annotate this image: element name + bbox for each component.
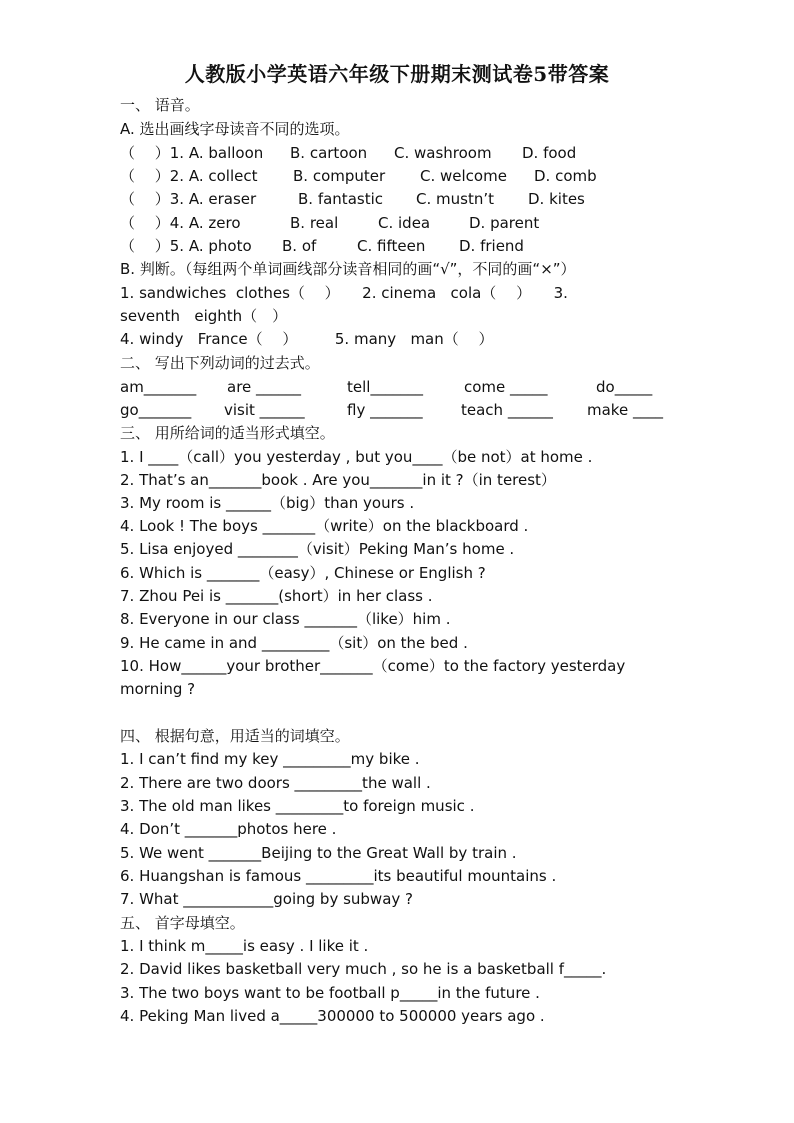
fill-item: 2. That’s an_______book . Are you_______in it ?（in terest） <box>120 471 556 489</box>
fill-item: 1. I think m_____is easy . I like it . <box>120 937 369 955</box>
fill-item: 3. The old man likes _________to foreign music . <box>120 797 475 815</box>
fill-item-continued: morning ? <box>120 680 196 698</box>
part-b-line-2: seventh eighth（ ） <box>120 307 288 325</box>
verb-item: visit ______ <box>224 401 305 419</box>
option-c: C. welcome <box>420 167 507 185</box>
fill-item: 5. Lisa enjoyed ________（visit）Peking Man’s home . <box>120 540 515 558</box>
fill-item: 10. How______your brother_______（come）to the factory yesterday <box>120 657 626 675</box>
fill-item: 2. There are two doors _________the wall . <box>120 774 431 792</box>
option-a: （ ）4. A. zero <box>120 214 241 232</box>
fill-item: 6. Which is _______（easy）, Chinese or English ? <box>120 564 486 582</box>
fill-item: 7. What ____________going by subway ? <box>120 890 413 908</box>
option-b: B. computer <box>293 167 386 185</box>
section-4-heading: 四、 根据句意，用适当的词填空。 <box>120 727 350 745</box>
option-b: B. of <box>282 237 317 255</box>
option-d: D. friend <box>459 237 524 255</box>
option-c: C. washroom <box>394 144 492 162</box>
option-d: D. parent <box>469 214 540 232</box>
fill-item: 4. Look ! The boys _______（write）on the blackboard . <box>120 517 529 535</box>
part-a-heading: A. 选出画线字母读音不同的选项。 <box>120 120 350 138</box>
verb-item: go_______ <box>120 401 192 419</box>
option-d: D. food <box>522 144 577 162</box>
verb-item: teach ______ <box>461 401 553 419</box>
option-b: B. real <box>290 214 339 232</box>
part-b-heading: B. 判断。（每组两个单词画线部分读音相同的画“√”，不同的画“×”） <box>120 260 576 278</box>
fill-item: 3. My room is ______（big）than yours . <box>120 494 415 512</box>
option-c: C. idea <box>378 214 431 232</box>
fill-item: 1. I can’t find my key _________my bike . <box>120 750 420 768</box>
page-title: 人教版小学英语六年级下册期末测试卷5带答案 <box>184 62 610 86</box>
option-a: （ ）1. A. balloon <box>120 144 264 162</box>
verb-item: do_____ <box>596 378 653 396</box>
fill-item: 6. Huangshan is famous _________its beautiful mountains . <box>120 867 557 885</box>
option-a: （ ）5. A. photo <box>120 237 252 255</box>
verb-item: fly _______ <box>347 401 423 419</box>
option-c: C. fifteen <box>357 237 426 255</box>
option-d: D. comb <box>534 167 597 185</box>
option-b: B. cartoon <box>290 144 368 162</box>
section-3-heading: 三、 用所给词的适当形式填空。 <box>120 424 335 442</box>
option-b: B. fantastic <box>298 190 383 208</box>
fill-item: 3. The two boys want to be football p_____in the future . <box>120 984 540 1002</box>
section-2-heading: 二、 写出下列动词的过去式。 <box>120 354 320 372</box>
verb-item: come _____ <box>464 378 548 396</box>
fill-item: 9. He came in and _________（sit）on the bed . <box>120 634 468 652</box>
fill-item: 4. Peking Man lived a_____300000 to 500000 years ago . <box>120 1007 545 1025</box>
option-a: （ ）2. A. collect <box>120 167 258 185</box>
option-a: （ ）3. A. eraser <box>120 190 257 208</box>
fill-item: 1. I ____（call）you yesterday , but you____（be not）at home . <box>120 448 593 466</box>
verb-item: are ______ <box>227 378 302 396</box>
option-c: C. mustn’t <box>416 190 494 208</box>
part-b-line-1: 1. sandwiches clothes（ ） 2. cinema cola（ ） 3. <box>120 284 568 302</box>
option-d: D. kites <box>528 190 585 208</box>
fill-item: 7. Zhou Pei is _______(short）in her class . <box>120 587 433 605</box>
fill-item: 5. We went _______Beijing to the Great Wall by train . <box>120 844 517 862</box>
verb-item: make ____ <box>587 401 663 419</box>
fill-item: 4. Don’t _______photos here . <box>120 820 337 838</box>
verb-item: tell_______ <box>347 378 423 396</box>
section-5-heading: 五、 首字母填空。 <box>120 914 245 932</box>
fill-item: 2. David likes basketball very much , so he is a basketball f_____. <box>120 960 607 978</box>
section-1-heading: 一、 语音。 <box>120 96 200 114</box>
fill-item: 8. Everyone in our class _______（like）him . <box>120 610 451 628</box>
part-b-line-3: 4. windy France（ ） 5. many man（ ） <box>120 330 494 348</box>
verb-item: am_______ <box>120 378 197 396</box>
